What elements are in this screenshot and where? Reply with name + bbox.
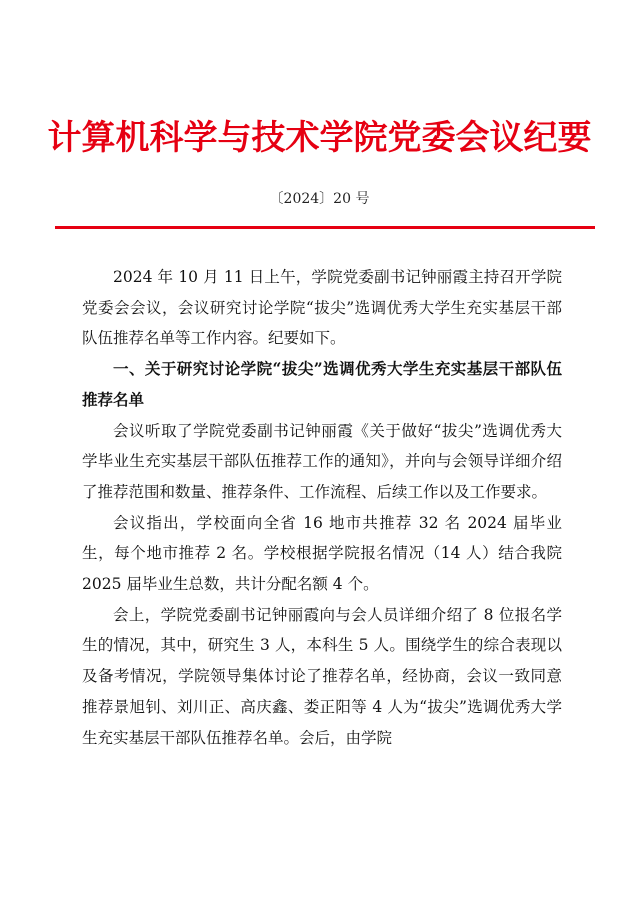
paragraph-3: 会上，学院党委副书记钟丽霞向与会人员详细介绍了 8 位报名学生的情况，其中，研究生 3 人，本科生 5 人。围绕学生的综合表现以及备考情况，学院领导集体讨论了推荐名单，经协商，会议一致同意推荐景旭钊、刘川正、高庆鑫、娄正阳等 4 人为“拔尖”选调优秀大学生充实基层干部队伍推荐名单。会后，由学院 — [82, 605, 562, 747]
section-1-heading: 一、关于研究讨论学院“拔尖”选调优秀大学生充实基层干部队伍推荐名单 — [82, 359, 562, 409]
intro-paragraph: 2024 年 10 月 11 日上午，学院党委副书记钟丽霞主持召开学院党委会会议，会议研究讨论学院“拔尖”选调优秀大学生充实基层干部队伍推荐名单等工作内容。纪要如下。 — [82, 268, 562, 348]
document-number: 〔2024〕20 号 — [269, 191, 370, 207]
document-body — [82, 262, 562, 753]
document-title: 计算机科学与技术学院党委会议纪要 — [47, 118, 592, 158]
paragraph-1: 会议听取了学院党委副书记钟丽霞《关于做好“拔尖”选调优秀大学毕业生充实基层干部队伍推荐工作的通知》，并向与会领导详细介绍了推荐范围和数量、推荐条件、工作流程、后续工作以及工作要求。 — [82, 421, 562, 501]
red-divider-line — [55, 226, 595, 229]
paragraph-2: 会议指出，学校面向全省 16 地市共推荐 32 名 2024 届毕业生，每个地市推荐 2 名。学校根据学院报名情况（14 人）结合我院 2025 届毕业生总数，共计分配名额 4 个。 — [82, 513, 562, 594]
